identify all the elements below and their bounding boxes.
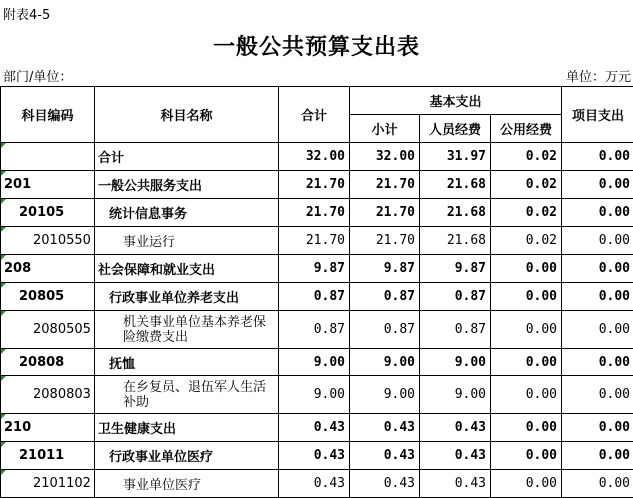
subject-code: 20105 xyxy=(1,199,95,227)
total-value: 0.43 xyxy=(279,442,350,470)
subject-name: 社会保障和就业支出 xyxy=(95,255,279,283)
personnel-value: 21.68 xyxy=(420,227,491,255)
project-value: 0.00 xyxy=(562,171,633,199)
subject-name: 一般公共服务支出 xyxy=(95,171,279,199)
subject-code: 2010550 xyxy=(1,227,95,255)
header-total: 合计 xyxy=(279,87,350,143)
project-value: 0.00 xyxy=(562,414,633,442)
header-personnel-funds: 人员经费 xyxy=(420,115,491,143)
project-value: 0.00 xyxy=(562,442,633,470)
subject-code: 2080803 xyxy=(1,376,95,414)
personnel-value: 0.87 xyxy=(420,283,491,311)
header-subject-code: 科目编码 xyxy=(1,87,95,143)
personnel-value: 9.87 xyxy=(420,255,491,283)
subject-code: 201 xyxy=(1,171,95,199)
table-row xyxy=(1,470,633,498)
subject-name: 在乡复员、退伍军人生活补助 xyxy=(95,376,279,414)
personnel-value: 31.97 xyxy=(420,143,491,171)
project-value: 0.00 xyxy=(562,376,633,414)
project-value: 0.00 xyxy=(562,283,633,311)
public-value: 0.00 xyxy=(491,414,562,442)
personnel-value: 21.68 xyxy=(420,199,491,227)
total-value: 0.43 xyxy=(279,470,350,498)
public-value: 0.00 xyxy=(491,442,562,470)
unit-label: 单位：万元 xyxy=(566,66,631,85)
personnel-value: 21.68 xyxy=(420,171,491,199)
personnel-value: 9.00 xyxy=(420,349,491,376)
subtotal-value: 21.70 xyxy=(350,199,420,227)
total-value: 9.00 xyxy=(279,349,350,376)
public-value: 0.00 xyxy=(491,376,562,414)
table-row xyxy=(1,376,633,414)
subject-code: 20805 xyxy=(1,283,95,311)
subject-name: 机关事业单位基本养老保险缴费支出 xyxy=(95,311,279,349)
subject-code: 2101102 xyxy=(1,470,95,498)
table-row xyxy=(1,199,633,227)
document-title: 一般公共预算支出表 xyxy=(0,30,633,61)
table-row xyxy=(1,143,633,171)
total-value: 21.70 xyxy=(279,199,350,227)
subject-code: 210 xyxy=(1,414,95,442)
table-row xyxy=(1,283,633,311)
subject-name: 行政事业单位医疗 xyxy=(95,442,279,470)
subtotal-value: 21.70 xyxy=(350,227,420,255)
project-value: 0.00 xyxy=(562,470,633,498)
table-row xyxy=(1,171,633,199)
subject-code: 208 xyxy=(1,255,95,283)
header-subtotal: 小计 xyxy=(350,115,420,143)
subtotal-value: 9.00 xyxy=(350,349,420,376)
personnel-value: 0.87 xyxy=(420,311,491,349)
header-basic-expenditure: 基本支出 xyxy=(350,87,562,115)
project-value: 0.00 xyxy=(562,227,633,255)
subtotal-value: 9.87 xyxy=(350,255,420,283)
public-value: 0.02 xyxy=(491,227,562,255)
table-row xyxy=(1,349,633,376)
public-value: 0.02 xyxy=(491,171,562,199)
project-value: 0.00 xyxy=(562,143,633,171)
public-value: 0.00 xyxy=(491,311,562,349)
subject-name: 事业运行 xyxy=(95,227,279,255)
personnel-value: 0.43 xyxy=(420,470,491,498)
table-row xyxy=(1,442,633,470)
header-subject-name: 科目名称 xyxy=(95,87,279,143)
total-value: 21.70 xyxy=(279,171,350,199)
public-value: 0.00 xyxy=(491,255,562,283)
total-value: 9.87 xyxy=(279,255,350,283)
subject-code: 20808 xyxy=(1,349,95,376)
table-row xyxy=(1,255,633,283)
attachment-note: 附表4-5 xyxy=(3,4,50,23)
subject-name: 统计信息事务 xyxy=(95,199,279,227)
project-value: 0.00 xyxy=(562,349,633,376)
subtotal-value: 0.87 xyxy=(350,311,420,349)
personnel-value: 0.43 xyxy=(420,414,491,442)
total-value: 32.00 xyxy=(279,143,350,171)
subject-code xyxy=(1,143,95,171)
subject-name: 事业单位医疗 xyxy=(95,470,279,498)
subject-name: 卫生健康支出 xyxy=(95,414,279,442)
table-row xyxy=(1,227,633,255)
total-value: 0.87 xyxy=(279,283,350,311)
subtotal-value: 9.00 xyxy=(350,376,420,414)
project-value: 0.00 xyxy=(562,255,633,283)
personnel-value: 0.43 xyxy=(420,442,491,470)
project-value: 0.00 xyxy=(562,311,633,349)
subject-name: 抚恤 xyxy=(95,349,279,376)
project-value: 0.00 xyxy=(562,199,633,227)
department-label: 部门/单位： xyxy=(3,66,72,85)
public-value: 0.02 xyxy=(491,143,562,171)
table-row xyxy=(1,311,633,349)
subtotal-value: 0.43 xyxy=(350,414,420,442)
total-value: 9.00 xyxy=(279,376,350,414)
budget-expenditure-table xyxy=(0,86,633,498)
subtotal-value: 21.70 xyxy=(350,171,420,199)
table-row xyxy=(1,414,633,442)
subtotal-value: 0.43 xyxy=(350,442,420,470)
public-value: 0.02 xyxy=(491,199,562,227)
public-value: 0.00 xyxy=(491,470,562,498)
public-value: 0.00 xyxy=(491,283,562,311)
subtotal-value: 32.00 xyxy=(350,143,420,171)
total-value: 21.70 xyxy=(279,227,350,255)
subject-name: 行政事业单位养老支出 xyxy=(95,283,279,311)
subtotal-value: 0.87 xyxy=(350,283,420,311)
public-value: 0.00 xyxy=(491,349,562,376)
total-value: 0.87 xyxy=(279,311,350,349)
subject-name: 合计 xyxy=(95,143,279,171)
header-project-expenditure: 项目支出 xyxy=(562,87,633,143)
total-value: 0.43 xyxy=(279,414,350,442)
personnel-value: 9.00 xyxy=(420,376,491,414)
header-public-funds: 公用经费 xyxy=(491,115,562,143)
subject-code: 2080505 xyxy=(1,311,95,349)
subtotal-value: 0.43 xyxy=(350,470,420,498)
subject-code: 21011 xyxy=(1,442,95,470)
